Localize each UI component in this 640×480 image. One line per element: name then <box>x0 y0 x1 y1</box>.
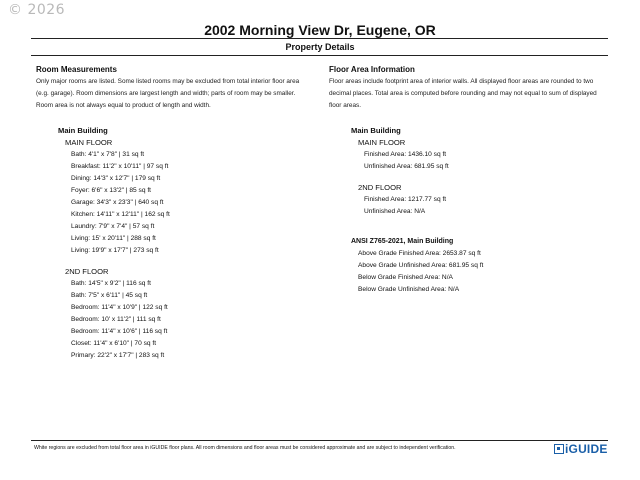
ansi-heading: ANSI Z765-2021, Main Building <box>351 238 454 245</box>
floor-heading-main: MAIN FLOOR <box>358 138 406 147</box>
floor-area-note: Floor areas include footprint area of interior walls. All displayed floor areas are rounded to two decimal places. Total area is computed before rounding and may not equal to sum of displayed floor areas. <box>329 78 597 109</box>
room-measurements-note: Only major rooms are listed. Some listed rooms may be excluded from total interior floor area (e.g. garage). Room dimensions are largest length and width; parts of room may be smaller. Room area is not always equal to product of length and width. <box>36 78 300 109</box>
iguide-logo <box>554 442 608 456</box>
room-measurements-heading: Room Measurements <box>36 65 117 74</box>
area-item: Finished Area: 1436.10 sq ft <box>364 151 447 158</box>
subtitle-divider <box>31 55 608 56</box>
room-item: Bedroom: 11'4" x 10'6" | 116 sq ft <box>71 328 168 335</box>
copyright-watermark: © 2026 <box>8 2 66 18</box>
floor-area-section <box>329 64 614 296</box>
footer-divider <box>31 440 608 441</box>
ansi-item: Below Grade Unfinished Area: N/A <box>358 286 460 293</box>
page-subtitle: Property Details <box>285 42 355 52</box>
room-item: Bath: 7'5" x 6'11" | 45 sq ft <box>71 292 148 299</box>
ansi-item: Below Grade Finished Area: N/A <box>358 274 453 281</box>
room-item: Living: 19'9" x 17'7" | 273 sq ft <box>71 247 159 254</box>
ansi-item: Above Grade Unfinished Area: 681.95 sq ft <box>358 262 484 269</box>
room-item: Dining: 14'3" x 12'7" | 179 sq ft <box>71 175 161 182</box>
area-item: Unfinished Area: N/A <box>364 208 426 215</box>
room-item: Breakfast: 11'2" x 10'11" | 97 sq ft <box>71 163 169 170</box>
room-item: Closet: 11'4" x 6'10" | 70 sq ft <box>71 340 157 347</box>
room-item: Bath: 14'5" x 9'2" | 116 sq ft <box>71 280 151 287</box>
iguide-logo-text: iGUIDE <box>565 442 608 456</box>
room-item: Living: 15' x 20'11" | 288 sq ft <box>71 235 156 242</box>
room-measurements-section <box>36 64 311 362</box>
room-item: Bath: 4'1" x 7'8" | 31 sq ft <box>71 151 145 158</box>
top-divider <box>31 38 608 39</box>
room-item: Kitchen: 14'11" x 12'11" | 162 sq ft <box>71 211 170 218</box>
area-item: Finished Area: 1217.77 sq ft <box>364 196 447 203</box>
footer-disclaimer: White regions are excluded from total floor area in iGUIDE floor plans. All room dimensions and floor areas must be considered approximate and are subject to independent verification. <box>34 445 456 451</box>
floor-heading-2nd: 2ND FLOOR <box>65 267 109 276</box>
floor-heading-main: MAIN FLOOR <box>65 138 113 147</box>
room-item: Garage: 34'3" x 23'3" | 640 sq ft <box>71 199 164 206</box>
room-item: Bedroom: 10' x 11'2" | 111 sq ft <box>71 316 161 323</box>
iguide-logo-icon <box>554 444 564 454</box>
floor-heading-2nd: 2ND FLOOR <box>358 183 402 192</box>
room-item: Bedroom: 11'4" x 10'9" | 122 sq ft <box>71 304 168 311</box>
building-name: Main Building <box>58 126 108 135</box>
area-item: Unfinished Area: 681.95 sq ft <box>364 163 449 170</box>
ansi-item: Above Grade Finished Area: 2653.87 sq ft <box>358 250 481 257</box>
building-name: Main Building <box>351 126 401 135</box>
page-title: 2002 Morning View Dr, Eugene, OR <box>204 22 436 38</box>
floor-area-heading: Floor Area Information <box>329 65 415 74</box>
room-item: Laundry: 7'9" x 7'4" | 57 sq ft <box>71 223 155 230</box>
room-item: Primary: 22'2" x 17'7" | 283 sq ft <box>71 352 165 359</box>
room-item: Foyer: 6'6" x 13'2" | 85 sq ft <box>71 187 152 194</box>
